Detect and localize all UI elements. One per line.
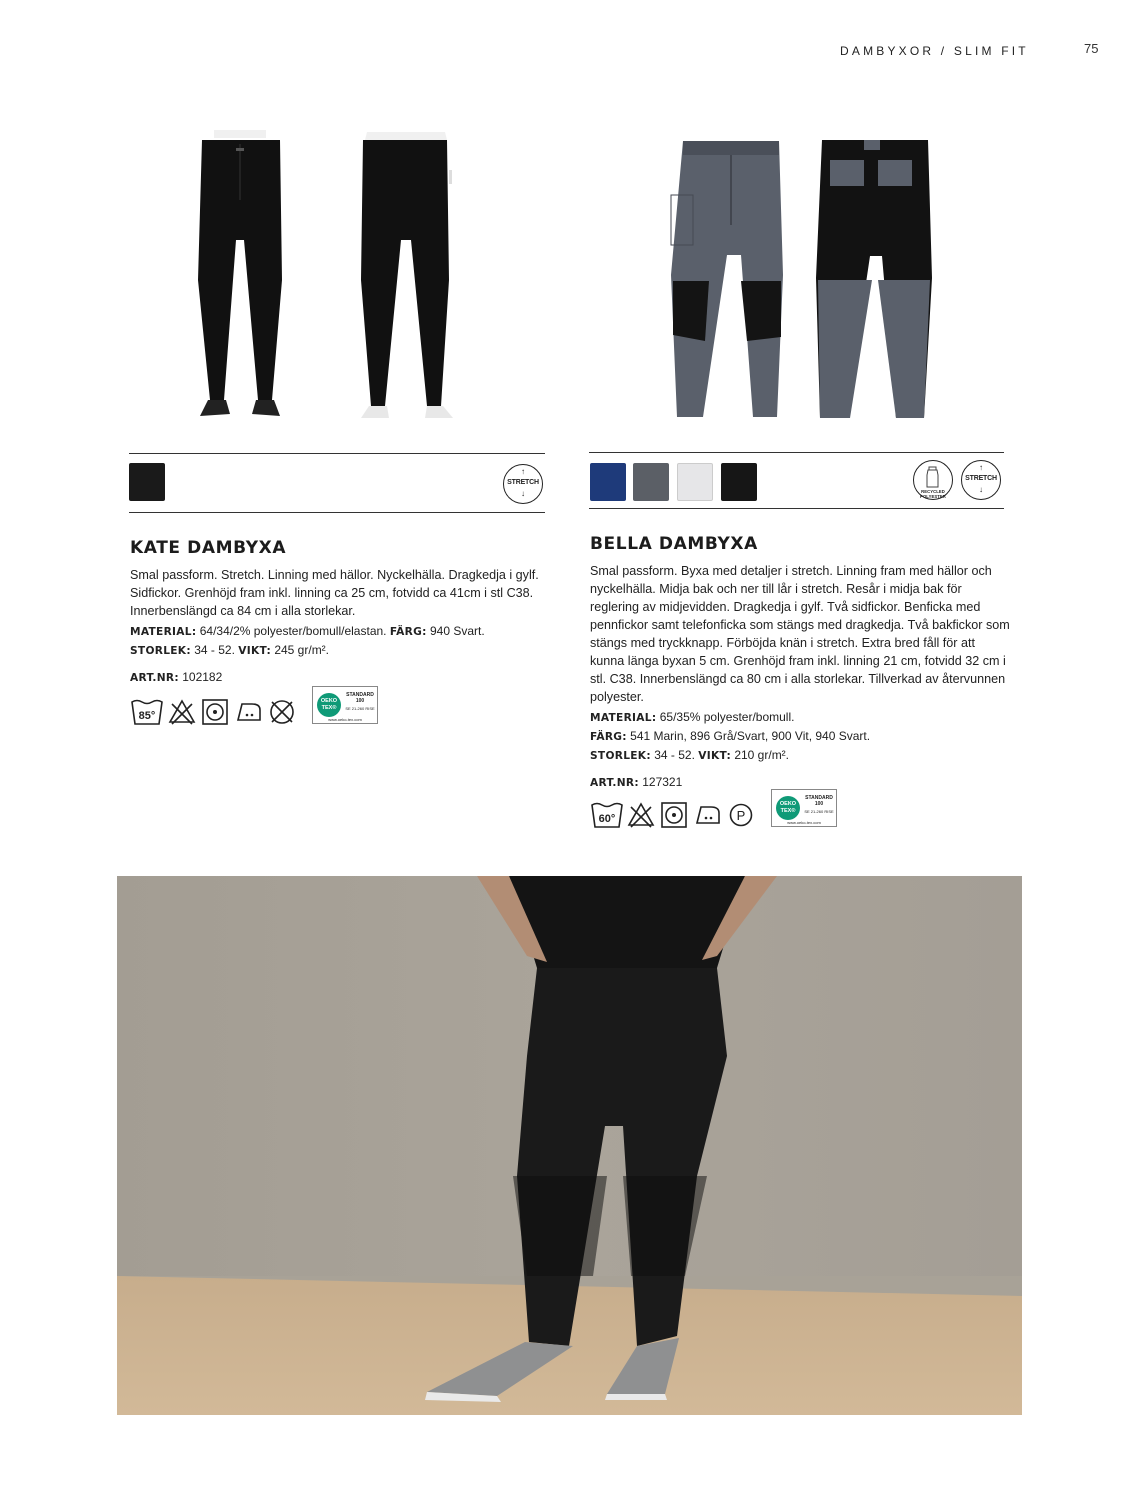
iron-icon [693,801,723,829]
bella-swatch-navy[interactable] [590,463,626,501]
bella-front-photo [665,135,800,425]
oeko-tex-logo: OEKO TEX® [776,796,800,820]
kate-description: Smal passform. Stretch. Linning med hällor. Nyckelhälla. Dragkedja i gylf. Sidfickor. Grenhöjd fram inkl. linning ca 25 cm, fotvidd ca 41cm i stl C38. Innerbenslängd ca 84 cm i alla storlekar. [130,568,539,618]
oeko-code: SE 21-260 RISE [345,706,375,711]
bella-colors: FÄRG: 541 Marin, 896 Grå/Svart, 900 Vit, 940 Svart. [590,729,871,743]
kate-material: MATERIAL: 64/34/2% polyester/bomull/elastan. FÄRG: 940 Svart. [130,624,485,638]
oeko-tex-logo: OEKO TEX® [317,693,341,717]
bella-material: MATERIAL: 65/35% polyester/bomull. [590,710,795,724]
kate-title: KATE DAMBYXA [130,538,287,558]
arrow-down-icon: ↓ [979,485,983,494]
svg-text:P: P [736,808,746,823]
oeko-code: SE 21-260 RISE [804,809,834,814]
bella-care-symbols [590,789,850,829]
oeko-url: www.oeko-tex.com [787,820,821,825]
no-dry-clean-icon [268,698,296,726]
bella-size-weight: STORLEK: 34 - 52. VIKT: 210 gr/m². [590,748,790,762]
recycled-label: RECYCLED POLYESTER [920,489,946,499]
stretch-label: STRETCH [507,479,539,486]
wash-tub-icon [590,801,624,831]
kate-swatch-bar [129,453,545,513]
svg-text:60°: 60° [598,813,616,825]
kate-front-photo [180,130,300,425]
arrow-down-icon: ↓ [521,489,525,498]
kate-back-photo [345,130,465,425]
oeko-standard: STANDARD 100 [346,692,374,704]
oeko-standard: STANDARD 100 [805,795,833,807]
oeko-tex-label [312,686,378,724]
kate-info [130,538,540,684]
arrow-up-icon: ↑ [521,467,525,476]
oeko-tex-label [771,789,837,827]
page-number: 75 [1084,41,1099,56]
tumble-dry-icon [201,698,229,726]
no-bleach-icon [627,801,655,829]
recycled-polyester-badge [913,460,953,500]
wash-tub-icon [130,698,164,728]
arrow-up-icon: ↑ [979,463,983,472]
bella-swatch-grey[interactable] [633,463,669,501]
bella-swatch-bar [589,452,1004,509]
kate-swatch-black[interactable] [129,463,165,501]
stretch-badge [961,460,1001,500]
kate-size-weight: STORLEK: 34 - 52. VIKT: 245 gr/m². [130,643,330,657]
bella-swatch-white[interactable] [677,463,713,501]
iron-icon [234,698,264,726]
stretch-badge [503,464,543,504]
bella-back-photo [812,138,937,425]
tumble-dry-icon [660,801,688,829]
kate-article-number: ART.NR: 102182 [130,670,223,684]
bella-description: Smal passform. Byxa med detaljer i stretch. Linning fram med hällor och nyckelhälla. Midja bak och ner till lår i stretch. Resår i midja bak för reglering av midjevidden. Dragkedja i gylf. Två sidfickor. Benficka med pennfickor samt telefonficka som stängs med dragkedja. Två bakfickor som stängs med tryckknapp. Förböjda knän i stretch. Extra bred fåll för att kunna länga byxan 5 cm. Grenhöjd fram inkl. linning 21 cm, fotvidd 32 cm i stl. C38. Innerbenslängd ca 80 cm i alla storlekar. Tillverkad av återvunnen polyester. [590,564,1010,704]
oeko-url: www.oeko-tex.com [328,717,362,722]
lifestyle-photo [117,876,1022,1415]
stretch-label: STRETCH [965,475,997,482]
section-title: DAMBYXOR / SLIM FIT [840,44,1029,58]
no-bleach-icon [168,698,196,726]
kate-care-symbols [130,686,380,726]
bella-article-number: ART.NR: 127321 [590,775,683,789]
svg-text:85°: 85° [138,710,156,722]
bella-info [590,534,1010,789]
dry-clean-p-icon [727,801,755,829]
bella-title: BELLA DAMBYXA [590,534,758,554]
bella-swatch-black[interactable] [721,463,757,501]
